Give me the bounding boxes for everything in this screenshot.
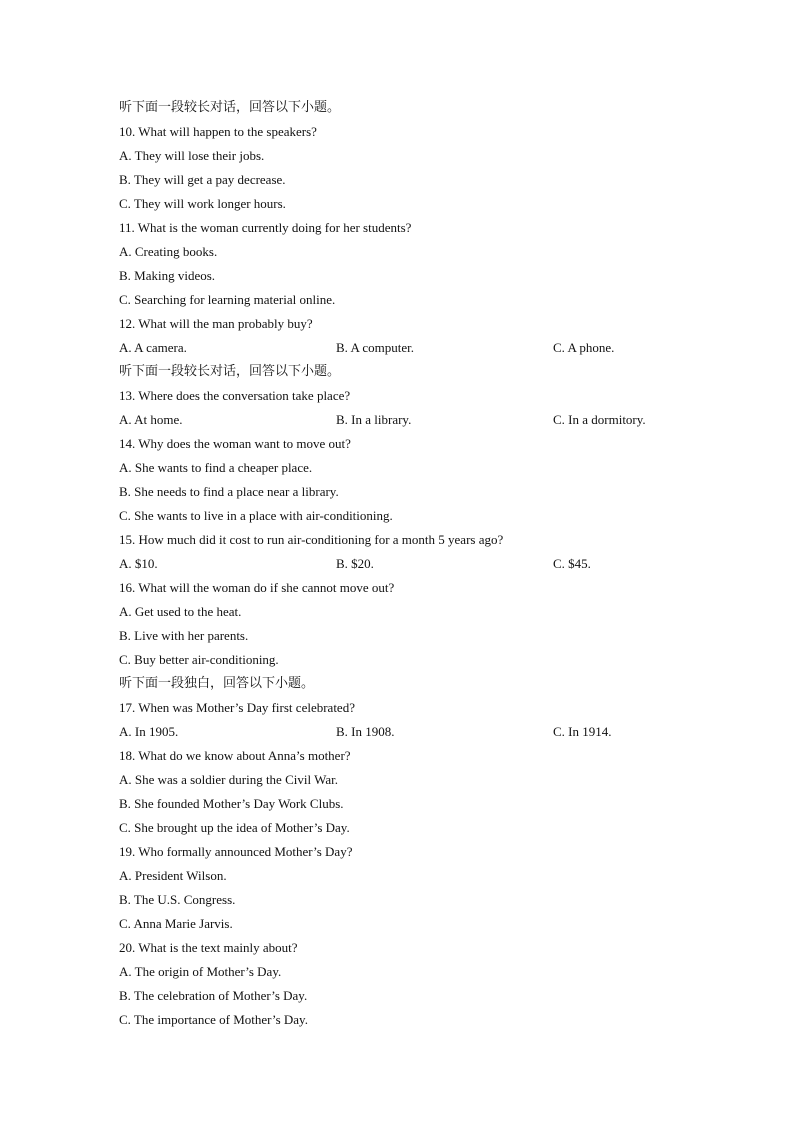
question-12: 12. What will the man probably buy? — [119, 316, 313, 331]
options-row — [119, 336, 699, 360]
options-row — [119, 720, 699, 744]
exam-page — [119, 96, 699, 1032]
options-row — [119, 408, 699, 432]
option-a: A. Get used to the heat. — [119, 604, 242, 619]
option-b: B. In a library. — [336, 412, 412, 427]
option-a: A. At home. — [119, 412, 183, 427]
option-b: B. In 1908. — [336, 724, 395, 739]
option-c: C. She wants to live in a place with air-conditioning. — [119, 508, 393, 523]
option-a: A. In 1905. — [119, 724, 179, 739]
option-c: C. $45. — [553, 556, 591, 571]
question-13: 13. Where does the conversation take place? — [119, 388, 351, 403]
option-c: C. They will work longer hours. — [119, 196, 286, 211]
question-16: 16. What will the woman do if she cannot move out? — [119, 580, 395, 595]
option-b: B. She founded Mother’s Day Work Clubs. — [119, 796, 344, 811]
question-17: 17. When was Mother’s Day first celebrated? — [119, 700, 355, 715]
options-row — [119, 552, 699, 576]
question-11: 11. What is the woman currently doing for her students? — [119, 220, 412, 235]
option-c: C. In 1914. — [553, 724, 612, 739]
option-b: B. $20. — [336, 556, 374, 571]
option-a: A. $10. — [119, 556, 158, 571]
section-heading: 听下面一段较长对话，回答以下小题。 — [119, 364, 341, 379]
option-a: A. She was a soldier during the Civil War. — [119, 772, 338, 787]
question-10: 10. What will happen to the speakers? — [119, 124, 317, 139]
option-c: C. She brought up the idea of Mother’s Day. — [119, 820, 350, 835]
question-14: 14. Why does the woman want to move out? — [119, 436, 351, 451]
option-b: B. Making videos. — [119, 268, 216, 283]
option-a: A. The origin of Mother’s Day. — [119, 964, 282, 979]
option-c: C. Anna Marie Jarvis. — [119, 916, 233, 931]
option-c: C. Buy better air-conditioning. — [119, 652, 279, 667]
option-c: C. A phone. — [553, 340, 615, 355]
option-b: B. They will get a pay decrease. — [119, 172, 286, 187]
option-c: C. The importance of Mother’s Day. — [119, 1012, 308, 1027]
option-a: A. She wants to find a cheaper place. — [119, 460, 313, 475]
option-a: A. A camera. — [119, 340, 187, 355]
option-b: B. She needs to find a place near a library. — [119, 484, 339, 499]
question-18: 18. What do we know about Anna’s mother? — [119, 748, 351, 763]
option-b: B. A computer. — [336, 340, 414, 355]
section-heading: 听下面一段较长对话，回答以下小题。 — [119, 100, 341, 115]
question-15: 15. How much did it cost to run air-conditioning for a month 5 years ago? — [119, 532, 504, 547]
option-c: C. Searching for learning material online. — [119, 292, 336, 307]
option-a: A. They will lose their jobs. — [119, 148, 265, 163]
section-heading: 听下面一段独白，回答以下小题。 — [119, 676, 315, 691]
option-a: A. Creating books. — [119, 244, 218, 259]
option-c: C. In a dormitory. — [553, 412, 646, 427]
question-20: 20. What is the text mainly about? — [119, 940, 298, 955]
option-b: B. The U.S. Congress. — [119, 892, 236, 907]
option-a: A. President Wilson. — [119, 868, 227, 883]
option-b: B. The celebration of Mother’s Day. — [119, 988, 308, 1003]
question-19: 19. Who formally announced Mother’s Day? — [119, 844, 353, 859]
option-b: B. Live with her parents. — [119, 628, 249, 643]
